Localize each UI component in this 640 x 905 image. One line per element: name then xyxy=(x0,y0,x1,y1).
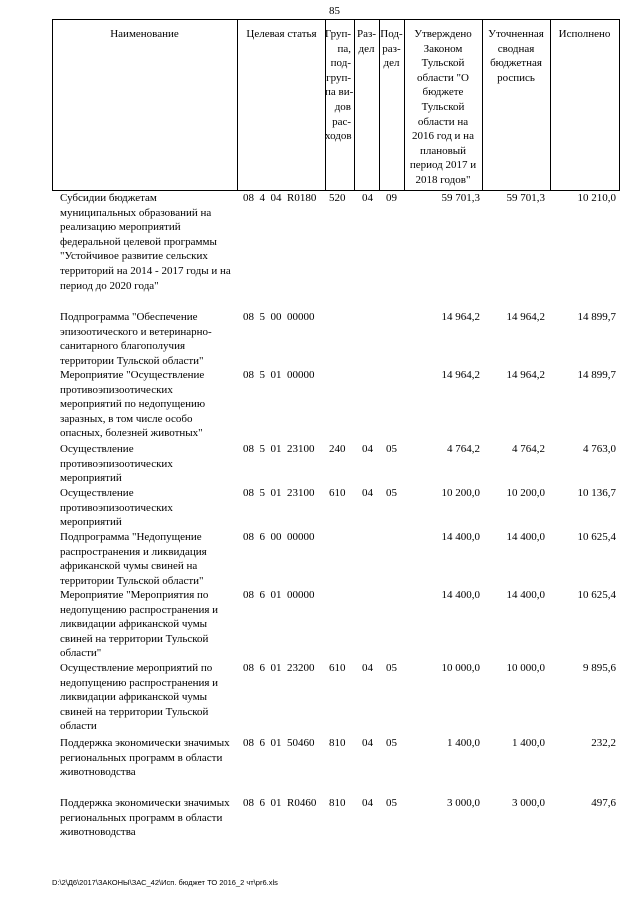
row-name: Осуществление мероприятий по недопущению распространения и ликвидации африканской чумы свиней на территории Тульской области xyxy=(60,662,219,733)
row-specified: 3 000,0 xyxy=(512,797,545,809)
row-group: 610 xyxy=(329,662,346,674)
row-name: Поддержка экономически значимых региональных программ в области животноводства xyxy=(60,797,230,839)
row-subsection: 05 xyxy=(386,662,397,674)
row-subsection: 09 xyxy=(386,192,397,204)
row-group: 610 xyxy=(329,487,346,499)
row-executed: 14 899,7 xyxy=(577,369,616,381)
row-subsection: 05 xyxy=(386,487,397,499)
row-name: Осуществление противоэпизоотических мероприятий xyxy=(60,487,173,529)
row-section: 04 xyxy=(362,737,373,749)
header-specified: Уточненная сводная бюджетная роспись xyxy=(488,28,544,84)
row-specified: 14 400,0 xyxy=(506,531,545,543)
row-target-code: 08 6 01 23200 xyxy=(243,662,315,674)
row-target-code: 08 5 01 23100 xyxy=(243,487,315,499)
row-executed: 10 625,4 xyxy=(577,531,616,543)
header-group: Груп- па, под- груп- па ви- дов рас- ходов xyxy=(325,28,354,143)
row-approved: 14 964,2 xyxy=(441,311,480,323)
row-executed: 9 895,6 xyxy=(583,662,616,674)
row-name: Субсидии бюджетам муниципальных образований на реализацию мероприятий федеральной целевой программы "Устойчивое развитие сельских территорий на 2014 - 2017 годы и на период до 2020 года" xyxy=(60,192,231,292)
row-executed: 497,6 xyxy=(591,797,616,809)
row-executed: 232,2 xyxy=(591,737,616,749)
row-group: 240 xyxy=(329,443,346,455)
row-approved: 14 964,2 xyxy=(441,369,480,381)
row-section: 04 xyxy=(362,443,373,455)
row-specified: 14 964,2 xyxy=(506,311,545,323)
row-target-code: 08 5 01 23100 xyxy=(243,443,315,455)
file-path-footer: D:\2\Д6\2017\ЗАКОНЫ\ЗАС_42\Исп. бюджет ТО 2016_2 чт\pr6.xls xyxy=(52,878,278,887)
row-name: Поддержка экономически значимых региональных программ в области животноводства xyxy=(60,737,230,779)
row-executed: 14 899,7 xyxy=(577,311,616,323)
row-section: 04 xyxy=(362,662,373,674)
header-target: Целевая статья xyxy=(246,28,317,40)
row-group: 810 xyxy=(329,797,346,809)
row-name: Подпрограмма "Недопущение распространения и ликвидация африканской чумы свиней на территории Тульской области" xyxy=(60,531,207,587)
row-approved: 4 764,2 xyxy=(447,443,480,455)
row-specified: 1 400,0 xyxy=(512,737,545,749)
header-section: Раз- дел xyxy=(356,28,376,55)
row-target-code: 08 5 01 00000 xyxy=(243,369,315,381)
header-name: Наименование xyxy=(110,28,179,40)
row-target-code: 08 4 04 R0180 xyxy=(243,192,317,204)
row-approved: 14 400,0 xyxy=(441,589,480,601)
row-executed: 4 763,0 xyxy=(583,443,616,455)
row-section: 04 xyxy=(362,192,373,204)
row-name: Осуществление противоэпизоотических мероприятий xyxy=(60,443,173,485)
header-approved: Утверждено Законом Тульской области "О бюджете Тульской области на 2016 год и на плановый период 2017 и 2018 годов" xyxy=(409,28,477,186)
header-subsection: Под- раз- дел xyxy=(380,28,403,70)
row-approved: 10 200,0 xyxy=(441,487,480,499)
row-name: Подпрограмма "Обеспечение эпизоотического и ветеринарно-санитарного благополучия территории Тульской области" xyxy=(60,311,212,367)
row-specified: 10 000,0 xyxy=(506,662,545,674)
row-section: 04 xyxy=(362,487,373,499)
row-executed: 10 625,4 xyxy=(577,589,616,601)
row-executed: 10 136,7 xyxy=(577,487,616,499)
row-subsection: 05 xyxy=(386,443,397,455)
row-target-code: 08 6 01 50460 xyxy=(243,737,315,749)
page-number: 85 xyxy=(329,5,340,17)
row-specified: 59 701,3 xyxy=(506,192,545,204)
row-group: 520 xyxy=(329,192,346,204)
row-group: 810 xyxy=(329,737,346,749)
row-approved: 3 000,0 xyxy=(447,797,480,809)
row-target-code: 08 6 00 00000 xyxy=(243,531,315,543)
row-name: Мероприятие "Осуществление противоэпизоотических мероприятий по недопущению заразных, в том числе особо опасных, болезней животных" xyxy=(60,369,206,440)
row-approved: 59 701,3 xyxy=(441,192,480,204)
header-executed: Исполнено xyxy=(558,28,611,40)
row-executed: 10 210,0 xyxy=(577,192,616,204)
row-approved: 10 000,0 xyxy=(441,662,480,674)
row-approved: 1 400,0 xyxy=(447,737,480,749)
row-specified: 10 200,0 xyxy=(506,487,545,499)
row-subsection: 05 xyxy=(386,737,397,749)
row-subsection: 05 xyxy=(386,797,397,809)
row-target-code: 08 6 01 R0460 xyxy=(243,797,317,809)
row-name: Мероприятие "Мероприятия по недопущению распространения и ликвидации африканской чумы свиней на территории Тульской области" xyxy=(60,589,219,660)
row-specified: 14 400,0 xyxy=(506,589,545,601)
row-target-code: 08 6 01 00000 xyxy=(243,589,315,601)
row-specified: 14 964,2 xyxy=(506,369,545,381)
row-target-code: 08 5 00 00000 xyxy=(243,311,315,323)
row-approved: 14 400,0 xyxy=(441,531,480,543)
row-section: 04 xyxy=(362,797,373,809)
row-specified: 4 764,2 xyxy=(512,443,545,455)
